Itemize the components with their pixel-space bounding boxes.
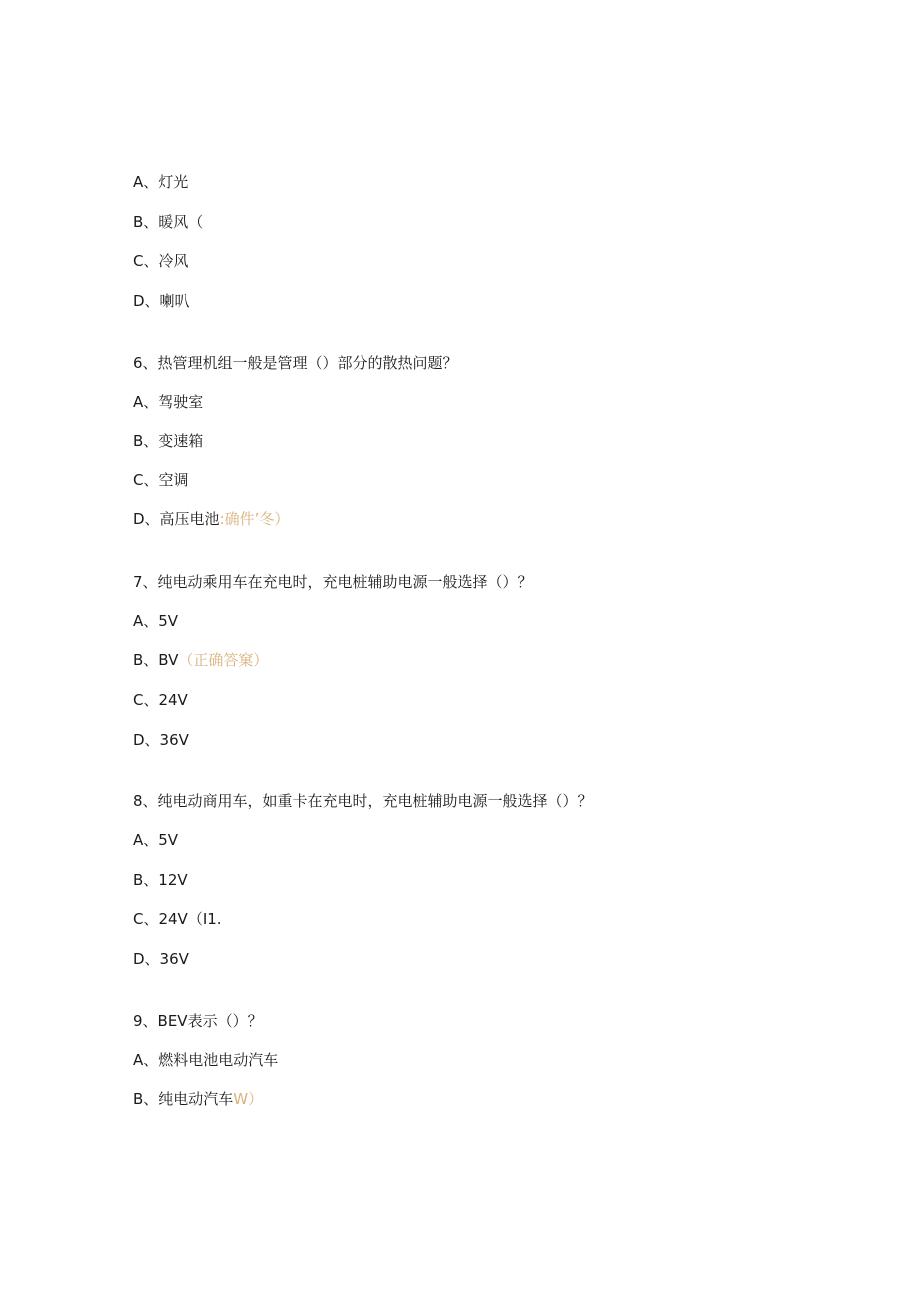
question-6-text: 6、热管理机组一般是管理（）部分的散热问题？ [133, 354, 458, 372]
q7-option-d-text: D、36V [133, 731, 189, 749]
answer-mark: :确件’冬） [219, 510, 290, 528]
q7-option-a-text: A、5V [133, 612, 179, 630]
q9-option-b [133, 1089, 263, 1109]
q7-option-a [133, 611, 178, 631]
option-d-text: D、喇叭 [133, 292, 190, 310]
q8-option-b-text: B、12V [133, 871, 188, 889]
answer-mark: （正确答窠） [178, 651, 269, 669]
q7-option-c [133, 690, 188, 710]
question-8 [133, 791, 593, 811]
q6-option-a [133, 392, 203, 412]
question-9-text: 9、BEV表示（）？ [133, 1012, 263, 1030]
option-d-line [133, 291, 190, 311]
option-a-line [133, 172, 188, 192]
q7-option-c-text: C、24V [133, 691, 188, 709]
q8-option-c [133, 909, 222, 929]
q8-option-d [133, 949, 189, 969]
q6-option-a-text: A、驾驶室 [133, 393, 204, 411]
q6-option-b [133, 431, 203, 451]
option-c-text: C、冷风 [133, 252, 189, 270]
q6-option-c [133, 470, 188, 490]
q6-option-d [133, 509, 289, 529]
question-9 [133, 1011, 263, 1031]
q9-option-a [133, 1050, 278, 1070]
q7-option-d [133, 730, 189, 750]
q8-option-b [133, 870, 188, 890]
q7-option-b [133, 650, 268, 670]
q8-option-c-text: C、24V（I1. [133, 910, 222, 928]
question-6 [133, 353, 458, 373]
q8-option-a-text: A、5V [133, 831, 179, 849]
q6-option-c-text: C、空调 [133, 471, 189, 489]
question-7 [133, 572, 533, 592]
option-b-text: B、暖风（ [133, 213, 204, 231]
question-7-text: 7、纯电动乘用车在充电时，充电桩辅助电源一般选择（）？ [133, 573, 533, 591]
option-c-line [133, 251, 188, 271]
q8-option-d-text: D、36V [133, 950, 189, 968]
q6-option-b-text: B、变速箱 [133, 432, 204, 450]
question-8-text: 8、纯电动商用车，如重卡在充电时，充电桩辅助电源一般选择（）？ [133, 792, 593, 810]
option-a-text: A、灯光 [133, 173, 189, 191]
q9-option-b-text: B、纯电动汽车 [133, 1090, 234, 1108]
option-b-line [133, 212, 203, 232]
q8-option-a [133, 830, 178, 850]
q7-option-b-text: B、BV [133, 651, 179, 669]
answer-mark: W） [233, 1090, 264, 1108]
q9-option-a-text: A、燃料电池电动汽车 [133, 1051, 279, 1069]
q6-option-d-text: D、高压电池 [133, 510, 220, 528]
